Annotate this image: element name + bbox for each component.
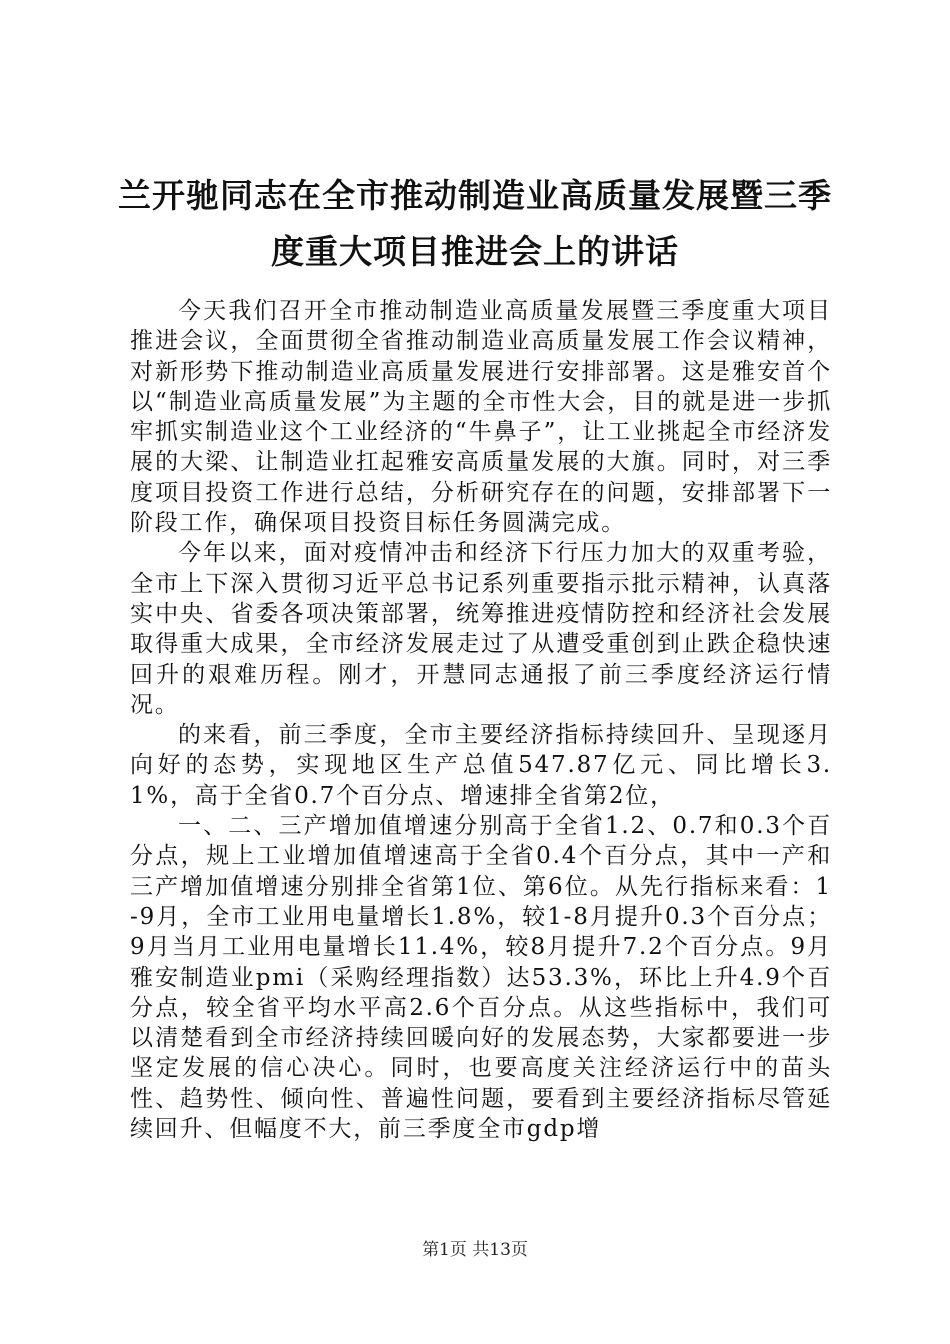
page-number: 第1页 共13页 [422,1240,528,1260]
paragraph-4: 一、二、三产增加值增速分别高于全省1.2、0.7和0.3个百分点，规上工业增加值增速高于全省0.4个百分点，其中一产和三产增加值增速分别排全省第1位、第6位。从先行指标来看：1-9月，全市工业用电量增长1.8%，较1-8月提升0.3个百分点；9月当月工业用电量增长11.4%，较8月提升7.2个百分点。9月雅安制造业pmi（采购经理指数）达53.3%，环比上升4.9个百分点，较全省平均水平高2.6个百分点。从这些指标中，我们可以清楚看到全市经济持续回暖向好的发展态势，大家都要进一步坚定发展的信心决心。同时，也要高度关注经济运行中的苗头性、趋势性、倾向性、普遍性问题，要看到主要经济指标尽管延续回升、但幅度不大，前三季度全市gdp增 [130,813,832,1143]
paragraph-3: 的来看，前三季度，全市主要经济指标持续回升、呈现逐月向好的态势，实现地区生产总值547.87亿元、同比增长3.1%，高于全省0.7个百分点、增速排全省第2位， [130,722,832,809]
paragraph-2: 今年以来，面对疫情冲击和经济下行压力加大的双重考验，全市上下深入贯彻习近平总书记系列重要指示批示精神，认真落实中央、省委各项决策部署，统筹推进疫情防控和经济社会发展取得重大成果，全市经济发展走过了从遭受重创到止跌企稳快速回升的艰难历程。刚才，开慧同志通报了前三季度经济运行情况。 [130,540,832,718]
document-body [130,296,832,1144]
document-title: 兰开驰同志在全市推动制造业高质量发展暨三季度重大项目推进会上的讲话 [118,176,832,271]
paragraph-1: 今天我们召开全市推动制造业高质量发展暨三季度重大项目推进会议，全面贯彻全省推动制造业高质量发展工作会议精神，对新形势下推动制造业高质量发展进行安排部署。这是雅安首个以“制造业高质量发展”为主题的全市性大会，目的就是进一步抓牢抓实制造业这个工业经济的“牛鼻子”，让工业挑起全市经济发展的大梁、让制造业扛起雅安高质量发展的大旗。同时，对三季度项目投资工作进行总结，分析研究存在的问题，安排部署下一阶段工作，确保项目投资目标任务圆满完成。 [130,298,832,537]
